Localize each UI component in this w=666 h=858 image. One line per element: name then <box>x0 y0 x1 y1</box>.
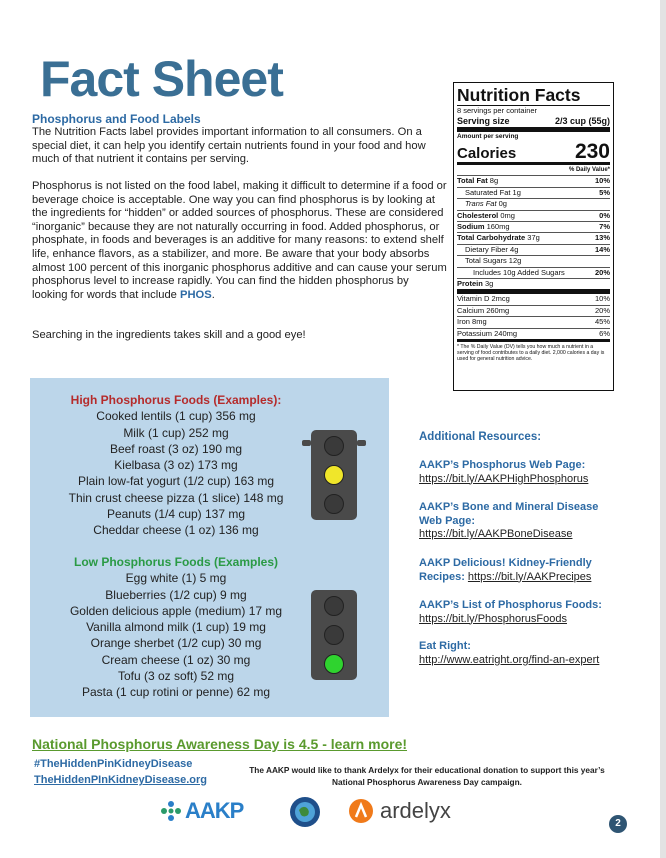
resource-bone-disease-label: AAKP’s Bone and Mineral Disease Web Page: <box>419 501 599 527</box>
low-phosphorus-list <box>30 554 322 701</box>
nutrient-label: Protein <box>457 279 483 289</box>
amount-per-serving: Amount per serving <box>457 133 519 140</box>
nutrient-name <box>457 176 498 186</box>
low-food-item: Orange sherbet (1/2 cup) 30 mg <box>90 636 262 651</box>
resource-recipes-link[interactable]: https://bit.ly/AAKPrecipes <box>467 570 592 583</box>
nutrient-name <box>457 222 510 232</box>
low-phosphorus-heading: Low Phosphorus Foods (Examples) <box>73 555 279 569</box>
traffic-light-green-icon <box>311 590 357 680</box>
low-food-item: Pasta (1 cup rotini or penne) 62 mg <box>81 685 271 700</box>
nutrient-row <box>457 211 610 222</box>
nutrient-row <box>457 245 610 256</box>
low-phosphorus-items <box>30 570 322 700</box>
intro-paragraph-1: The Nutrition Facts label provides important information to all consumers. On a special diet, it can help you identify certain nutrients found in your food and how much of that nutrient it contains per serving. <box>32 126 426 166</box>
nutrient-daily-value: 10% <box>594 176 610 186</box>
resource-eat-right <box>419 640 611 667</box>
aakp-logo-text: AAKP <box>185 798 244 823</box>
nutrient-label: Sodium <box>457 222 485 232</box>
resource-eat-right-label: Eat Right: <box>419 640 471 652</box>
page-edge-shadow <box>660 0 666 858</box>
intro-paragraph-2-text: Phosphorus is not listed on the food label, making it difficult to determine if a food or beverage choice is acceptable. One way you can find phosphorus is by looking at the ingredients for “hidden” or added sources of phosphorus. These are considered “inorganic” because they are not naturally occurring in food. Added phosphorus, or phosphate, in foods and beverages is an additive for many reasons: to extend shelf life, enhance flavors, as a stabilizer, and more. Be aware that your body absorbs almost 100 percent of this inorganic phosphorus additive and can cause your serum phosphorus level to increase rapidly. You can find the hidden phosphorus by looking for words that include <box>32 180 447 301</box>
nutrient-row <box>457 233 610 244</box>
low-food-item: Golden delicious apple (medium) 17 mg <box>69 603 283 618</box>
nutrient-name <box>457 279 493 289</box>
nutrient-name <box>457 256 521 266</box>
nutrient-rows <box>457 176 610 294</box>
intro-paragraph-3: Searching in the ingredients takes skill and a good eye! <box>32 329 306 341</box>
nutrient-row <box>457 256 610 267</box>
low-food-item: Blueberries (1/2 cup) 9 mg <box>105 587 247 602</box>
daily-value-footnote: * The % Daily Value (DV) tells you how much a nutrient in a serving of food contributes to a daily diet. 2,000 calories a day is used for general nutrition advice. <box>457 344 605 363</box>
sponsor-thanks: The AAKP would like to thank Ardelyx for their educational donation to support this year’s National Phosphorus Awareness Day campaign. <box>249 765 605 787</box>
calories-value: 230 <box>574 140 610 163</box>
serving-size-row <box>457 116 610 132</box>
nutrient-amount: 1g <box>512 187 521 197</box>
nutrient-label: Dietary Fiber <box>465 244 508 254</box>
nutrient-daily-value: 0% <box>599 210 610 220</box>
high-food-item: Peanuts (1/4 cup) 137 mg <box>106 507 246 522</box>
nutrient-label: Total Sugars <box>465 256 507 266</box>
intro-paragraph-2 <box>32 180 447 302</box>
vitamin-amount: 260mg <box>486 305 510 315</box>
vitamin-row <box>457 329 610 342</box>
high-food-item: Thin crust cheese pizza (1 slice) 148 mg <box>68 490 284 505</box>
aakp-logo <box>160 798 243 824</box>
traffic-light-yellow-icon <box>311 430 357 520</box>
nutrient-daily-value: 14% <box>594 244 610 254</box>
resource-recipes-label: AAKP Delicious! Kidney-Friendly Recipes: <box>419 557 592 583</box>
aakp-dots-icon <box>160 800 182 822</box>
nutrient-row <box>457 279 610 294</box>
nutrient-name <box>457 199 507 209</box>
high-food-item: Plain low-fat yogurt (1/2 cup) 163 mg <box>77 474 275 489</box>
nutrient-amount: 0mg <box>500 210 515 220</box>
calories-label: Calories <box>457 145 517 162</box>
high-food-item: Kielbasa (3 oz) 173 mg <box>114 458 238 473</box>
awareness-day-banner[interactable]: National Phosphorus Awareness Day is 4.5 - learn more! <box>32 736 408 752</box>
nutrition-facts-label <box>453 82 614 391</box>
nutrient-name <box>457 188 521 198</box>
high-food-item: Cooked lentils (1 cup) 356 mg <box>96 409 256 424</box>
foods-box <box>30 378 389 717</box>
vitamin-name <box>457 329 517 339</box>
nutrient-label: Saturated Fat <box>465 187 511 197</box>
nutrient-amount: 0g <box>498 199 507 209</box>
vitamin-row <box>457 294 610 305</box>
traffic-light-top-off <box>324 436 344 456</box>
traffic-light-yellow-on <box>324 465 344 485</box>
high-phosphorus-heading: High Phosphorus Foods (Examples): <box>70 393 282 407</box>
nutrient-name <box>457 268 565 278</box>
page-title: Fact Sheet <box>40 51 283 107</box>
vitamin-daily-value: 20% <box>594 305 610 315</box>
globe-seal-icon <box>289 796 321 828</box>
traffic-light-visor-icon <box>357 440 366 446</box>
calories-row <box>457 141 610 165</box>
nutrient-amount: 37g <box>527 233 540 243</box>
nutrient-label: Total Carbohydrate <box>457 233 526 243</box>
serving-size-value: 2/3 cup (55g) <box>554 116 610 126</box>
vitamin-daily-value: 10% <box>594 294 610 304</box>
daily-value-header: % Daily Value* <box>457 165 610 176</box>
nutrient-amount: 160mg <box>486 222 510 232</box>
high-food-item: Milk (1 cup) 252 mg <box>123 425 229 440</box>
ardelyx-mark-icon <box>348 798 374 824</box>
phos-keyword: PHOS <box>180 288 212 301</box>
vitamin-amount: 8mg <box>472 317 487 327</box>
high-phosphorus-items <box>30 408 322 538</box>
vitamin-rows <box>457 294 610 342</box>
traffic-light-bottom-off <box>324 494 344 514</box>
resource-recipes <box>419 557 624 584</box>
nutrient-label: Trans Fat <box>465 199 497 209</box>
vitamin-row <box>457 317 610 328</box>
resources-heading: Additional Resources: <box>419 431 542 443</box>
resource-phosphorus-foods-link[interactable]: https://bit.ly/PhosphorusFoods <box>419 612 567 625</box>
traffic-light-visor-icon <box>302 440 311 446</box>
ardelyx-logo-text: ardelyx <box>380 798 451 823</box>
page-number: 2 <box>609 815 627 833</box>
low-food-item: Cream cheese (1 oz) 30 mg <box>101 652 251 667</box>
vitamin-name <box>457 317 487 327</box>
nutrient-row <box>457 222 610 233</box>
vitamin-label: Vitamin D <box>457 294 490 304</box>
low-food-item: Vanilla almond milk (1 cup) 19 mg <box>86 620 266 635</box>
servings-per-container: 8 servings per container <box>457 106 538 115</box>
low-food-item: Egg white (1) 5 mg <box>125 571 227 586</box>
hashtag: #TheHiddenPinKidneyDisease <box>34 758 193 770</box>
section-heading-phosphorus-labels: Phosphorus and Food Labels <box>32 112 201 126</box>
nutrient-daily-value: 7% <box>599 222 610 232</box>
nutrient-row <box>457 199 610 210</box>
low-food-item: Tofu (3 oz soft) 52 mg <box>117 669 235 684</box>
nutrient-row <box>457 188 610 199</box>
high-food-item: Beef roast (3 oz) 190 mg <box>109 441 243 456</box>
vitamin-label: Iron <box>457 317 470 327</box>
vitamin-amount: 2mcg <box>491 294 510 304</box>
nutrient-label: Includes 10g Added Sugars <box>473 267 565 277</box>
nutrient-amount: 3g <box>484 279 494 289</box>
website-link[interactable]: TheHiddenPInKidneyDisease.org <box>34 774 207 786</box>
resource-bone-disease <box>419 501 619 542</box>
high-phosphorus-list <box>30 392 322 539</box>
nutrient-label: Cholesterol <box>457 210 499 220</box>
nutrient-name <box>457 245 518 255</box>
resource-bone-disease-link[interactable]: https://bit.ly/AAKPBoneDisease <box>419 528 573 540</box>
resource-phosphorus-page-link[interactable]: https://bit.ly/AAKPHighPhosphorus <box>419 472 589 485</box>
traffic-light-green-on <box>324 654 344 674</box>
nutrition-facts-title: Nutrition Facts <box>457 86 610 106</box>
nutrient-amount: 8g <box>489 176 499 186</box>
nutrient-row <box>457 176 610 187</box>
vitamin-name <box>457 306 509 316</box>
nutrient-daily-value: 13% <box>594 233 610 243</box>
vitamin-label: Potassium <box>457 328 493 338</box>
nutrient-row <box>457 268 610 279</box>
traffic-light-middle-off <box>324 625 344 645</box>
intro-paragraph-2-end: . <box>211 288 215 301</box>
nutrient-amount: 4g <box>510 244 519 254</box>
nutrient-amount: 12g <box>508 256 522 266</box>
high-food-item: Cheddar cheese (1 oz) 136 mg <box>93 523 259 538</box>
vitamin-name <box>457 294 510 304</box>
resource-eat-right-link[interactable]: http://www.eatright.org/find-an-expert <box>419 653 600 666</box>
vitamin-amount: 240mg <box>494 328 518 338</box>
vitamin-label: Calcium <box>457 305 485 315</box>
nutrient-daily-value: 5% <box>599 187 610 197</box>
resource-phosphorus-page <box>419 459 619 486</box>
vitamin-row <box>457 306 610 317</box>
nutrient-name <box>457 211 515 221</box>
resource-phosphorus-page-label: AAKP’s Phosphorus Web Page: <box>419 459 586 471</box>
ardelyx-logo <box>348 798 451 824</box>
nutrient-label: Total Fat <box>457 176 488 186</box>
resource-phosphorus-foods <box>419 599 619 626</box>
vitamin-daily-value: 6% <box>599 328 610 338</box>
nutrient-daily-value: 20% <box>594 267 610 277</box>
resource-phosphorus-foods-label: AAKP’s List of Phosphorus Foods: <box>419 599 602 611</box>
serving-size-label: Serving size <box>457 116 510 126</box>
nutrient-name <box>457 233 540 243</box>
traffic-light-top-off <box>324 596 344 616</box>
vitamin-daily-value: 45% <box>594 317 610 327</box>
